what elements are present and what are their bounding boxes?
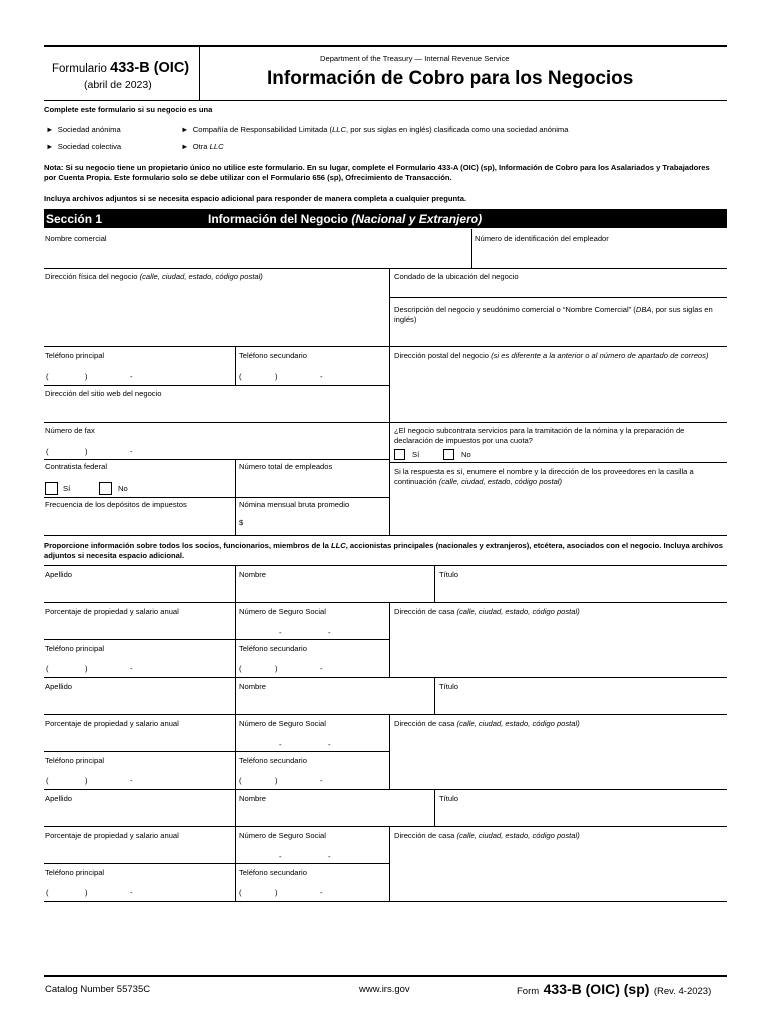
phone-dash: - xyxy=(130,776,133,785)
phone-paren-close: ) xyxy=(85,664,88,673)
section1-title xyxy=(208,212,482,226)
phone-paren-open: ( xyxy=(239,664,242,673)
owner3-first-name-field[interactable] xyxy=(239,805,429,824)
owner2-ownership-field[interactable] xyxy=(45,730,230,749)
grid-line xyxy=(235,346,236,385)
instruction-llc: LLC xyxy=(330,541,346,550)
owner3-home-address-field[interactable] xyxy=(394,843,724,899)
phone-dash: - xyxy=(130,888,133,897)
instruction-text: Proporcione información sobre todos los socios, funcionarios, miembros de la xyxy=(44,541,331,550)
owner2-ssn-label: Número de Seguro Social xyxy=(239,719,326,728)
section1-number: Sección 1 xyxy=(46,212,103,226)
option-label: Compañía de Responsabilidad Limitada ( xyxy=(192,125,333,134)
grid-line xyxy=(44,497,389,498)
owner3-primary-phone-field[interactable] xyxy=(52,886,227,898)
label-text: Dirección de casa xyxy=(394,719,457,728)
payroll-yes-label: Sí xyxy=(412,450,420,459)
label-hint: (calle, ciudad, estado, código postal) xyxy=(438,477,563,486)
label-hint: (si es diferente a la anterior o al número de apartado de correos) xyxy=(491,351,709,360)
providers-label xyxy=(394,467,724,487)
owner2-primary-phone-field[interactable] xyxy=(52,774,227,786)
owner3-home-address-label xyxy=(394,831,580,841)
grid-line xyxy=(389,268,390,535)
owner1-first-name-label: Nombre xyxy=(239,570,267,579)
owner3-last-name-label: Apellido xyxy=(45,794,73,803)
phone-dash: - xyxy=(320,372,323,381)
owner1-primary-phone-field[interactable] xyxy=(52,662,227,674)
grid-line xyxy=(44,789,727,790)
deposit-frequency-field[interactable] xyxy=(45,512,230,532)
header-bottom-rule xyxy=(44,100,727,101)
label-hint: (calle, ciudad, estado, código postal) xyxy=(456,831,580,840)
header-divider xyxy=(199,45,200,100)
owner3-last-name-field[interactable] xyxy=(45,805,230,824)
phone-paren-open: ( xyxy=(239,888,242,897)
owner1-ownership-label: Porcentaje de propiedad y salario anual xyxy=(45,607,179,616)
description-label xyxy=(394,305,719,325)
owner1-title-label: Título xyxy=(439,570,458,579)
phone-paren-open: ( xyxy=(239,776,242,785)
option-corporation xyxy=(46,125,121,135)
bullet: ► xyxy=(181,125,189,134)
grid-line xyxy=(44,639,389,640)
owner3-first-name-label: Nombre xyxy=(239,794,267,803)
ssn-dash: - xyxy=(279,852,282,861)
grid-line xyxy=(389,462,727,463)
county-field[interactable] xyxy=(394,283,724,296)
ssn-dash: - xyxy=(279,740,282,749)
footer-form-word: Form xyxy=(517,986,540,997)
option-llc: LLC xyxy=(209,142,224,151)
label-text: Dirección de casa xyxy=(394,831,457,840)
grid-line xyxy=(434,677,435,714)
county-label: Condado de la ubicación del negocio xyxy=(394,272,519,281)
phone-paren-close: ) xyxy=(275,664,278,673)
option-other-llc xyxy=(181,142,224,152)
owner3-title-label: Título xyxy=(439,794,458,803)
label-post: , por sus siglas en inglés) xyxy=(394,305,713,324)
grid-line xyxy=(44,346,727,347)
contractor-yes-label: Sí xyxy=(63,484,71,493)
owner1-first-name-field[interactable] xyxy=(239,581,429,600)
secondary-phone-label: Teléfono secundario xyxy=(239,351,307,360)
owner1-ownership-field[interactable] xyxy=(45,618,230,637)
deposit-frequency-label: Frecuencia de los depósitos de impuestos xyxy=(45,500,187,509)
grid-line xyxy=(44,459,389,460)
grid-line xyxy=(44,751,389,752)
form-prefix: Formulario xyxy=(52,63,107,75)
grid-line xyxy=(389,602,390,677)
owner1-secondary-phone-field[interactable] xyxy=(245,662,385,674)
monthly-payroll-label: Nómina mensual bruta promedio xyxy=(239,500,350,509)
phone-paren-open: ( xyxy=(46,776,49,785)
owner1-last-name-label: Apellido xyxy=(45,570,73,579)
grid-line xyxy=(44,535,727,536)
note: Nota: Si su negocio tiene un propietario único no utilice este formulario. En su lugar, complete el Formulario 433-A (OIC) (sp), Información de Cobro para los Asalariados y Trabajadores por Cuenta Propia. Este formulario solo se debe utilizar con el Formulario 656 (sp), Ofrecimiento de Transacción. xyxy=(44,163,710,182)
option-llc: LLC xyxy=(332,125,347,134)
monthly-payroll-field[interactable] xyxy=(247,514,384,532)
form-date: (abril de 2023) xyxy=(84,79,152,91)
grid-line xyxy=(44,422,727,423)
label-text: Dirección postal del negocio xyxy=(394,351,492,360)
dollar-sign: $ xyxy=(239,518,244,527)
ssn-dash: - xyxy=(328,628,331,637)
contractor-no-checkbox[interactable] xyxy=(99,482,112,495)
ssn-dash: - xyxy=(328,852,331,861)
ssn-dash: - xyxy=(279,628,282,637)
business-name-label: Nombre comercial xyxy=(45,234,107,243)
footer-form-number: 433-B (OIC) (sp) xyxy=(543,981,650,997)
fax-field[interactable] xyxy=(52,445,382,457)
physical-address-label xyxy=(45,272,263,282)
owner2-ownership-label: Porcentaje de propiedad y salario anual xyxy=(45,719,179,728)
owner3-title-field[interactable] xyxy=(439,805,724,824)
grid-line xyxy=(44,385,389,386)
grid-line xyxy=(434,789,435,826)
phone-dash: - xyxy=(130,447,133,456)
phone-paren-close: ) xyxy=(85,447,88,456)
mailing-address-label xyxy=(394,351,724,361)
owner1-title-field[interactable] xyxy=(439,581,724,600)
owner3-primary-phone-label: Teléfono principal xyxy=(45,868,105,877)
owners-instruction xyxy=(44,541,727,561)
option-label: Otra xyxy=(192,142,210,151)
owner2-home-address-field[interactable] xyxy=(394,731,724,787)
phone-paren-close: ) xyxy=(275,888,278,897)
section1-title-text: Información del Negocio xyxy=(208,212,352,226)
grid-line xyxy=(44,677,727,678)
owner3-ownership-field[interactable] xyxy=(45,842,230,861)
website-field[interactable] xyxy=(45,400,385,420)
complete-if: Complete este formulario si su negocio es una xyxy=(44,105,213,114)
business-name-field[interactable] xyxy=(45,245,465,265)
primary-phone-field[interactable] xyxy=(52,370,222,382)
phone-dash: - xyxy=(320,776,323,785)
label-text: Si la respuesta es sí, enumere el nombre y la dirección de los proveedores en la casilla a continuación xyxy=(394,467,694,486)
payroll-question: ¿El negocio subcontrata servicios para la tramitación de la nómina y la preparación de declaración de impuestos por una cuota? xyxy=(394,426,685,445)
phone-paren-close: ) xyxy=(85,776,88,785)
label-text: Dirección física del negocio xyxy=(45,272,138,281)
providers-field[interactable] xyxy=(394,490,724,533)
option-llc-corp xyxy=(181,125,568,135)
owner2-secondary-phone-field[interactable] xyxy=(245,774,385,786)
grid-line xyxy=(235,677,236,789)
secondary-phone-field[interactable] xyxy=(245,370,385,382)
owner2-last-name-label: Apellido xyxy=(45,682,73,691)
form-id xyxy=(52,60,189,76)
fax-label: Número de fax xyxy=(45,426,95,435)
option-label: Sociedad colectiva xyxy=(57,142,122,151)
department: Department of the Treasury — Internal Revenue Service xyxy=(320,54,510,63)
bullet: ► xyxy=(181,142,189,151)
owner1-primary-phone-label: Teléfono principal xyxy=(45,644,105,653)
grid-line xyxy=(235,565,236,677)
mailing-address-field[interactable] xyxy=(394,374,724,420)
federal-contractor-label: Contratista federal xyxy=(45,462,108,471)
owner1-ssn-field[interactable] xyxy=(239,618,384,637)
owner3-secondary-phone-field[interactable] xyxy=(245,886,385,898)
owner2-title-field[interactable] xyxy=(439,693,724,712)
grid-line xyxy=(389,714,390,789)
label-text: Descripción del negocio y seudónimo comercial o “Nombre Comercial” ( xyxy=(394,305,636,314)
num-employees-label: Número total de empleados xyxy=(239,462,333,471)
footer-form-id xyxy=(517,981,711,999)
grid-line xyxy=(44,602,727,603)
label-hint: (calle, ciudad, estado, código postal) xyxy=(456,607,580,616)
owner1-secondary-phone-label: Teléfono secundario xyxy=(239,644,307,653)
catalog-number: Catalog Number 55735C xyxy=(45,984,151,995)
owner3-ssn-label: Número de Seguro Social xyxy=(239,831,326,840)
label-hint: (calle, ciudad, estado, código postal) xyxy=(139,272,263,281)
form-title: Información de Cobro para los Negocios xyxy=(267,68,634,89)
owner2-title-label: Título xyxy=(439,682,458,691)
owner3-ownership-label: Porcentaje de propiedad y salario anual xyxy=(45,831,179,840)
owner2-first-name-field[interactable] xyxy=(239,693,429,712)
grid-line xyxy=(44,901,727,902)
owner2-last-name-field[interactable] xyxy=(45,693,230,712)
phone-dash: - xyxy=(320,664,323,673)
option-partnership xyxy=(46,142,121,152)
footer-rule xyxy=(44,975,727,977)
phone-paren-close: ) xyxy=(275,372,278,381)
phone-dash: - xyxy=(320,888,323,897)
description-field[interactable] xyxy=(394,327,724,345)
owner1-last-name-field[interactable] xyxy=(45,581,230,600)
bullet: ► xyxy=(46,142,54,151)
ein-field[interactable] xyxy=(475,245,725,265)
grid-line xyxy=(44,863,389,864)
phone-paren-close: ) xyxy=(85,372,88,381)
grid-line xyxy=(44,565,727,566)
owner1-ssn-label: Número de Seguro Social xyxy=(239,607,326,616)
phone-paren-open: ( xyxy=(46,664,49,673)
phone-paren-open: ( xyxy=(46,447,49,456)
phone-paren-close: ) xyxy=(275,776,278,785)
phone-paren-close: ) xyxy=(85,888,88,897)
label-hint: (calle, ciudad, estado, código postal) xyxy=(456,719,580,728)
grid-line xyxy=(389,826,390,901)
payroll-no-checkbox[interactable] xyxy=(443,449,454,460)
label-text: Dirección de casa xyxy=(394,607,457,616)
instruction-post: , accionistas principales (nacionales y extranjeros), etcétera, asociados con el negocio. Incluya archivos adjuntos si necesita espacio adicional. xyxy=(44,541,724,560)
contractor-yes-checkbox[interactable] xyxy=(45,482,58,495)
grid-line xyxy=(44,268,727,269)
owner2-first-name-label: Nombre xyxy=(239,682,267,691)
label-dba: DBA xyxy=(635,305,652,314)
grid-line xyxy=(44,714,727,715)
ein-label: Número de identificación del empleador xyxy=(475,234,609,243)
phone-dash: - xyxy=(130,372,133,381)
owner2-home-address-label xyxy=(394,719,580,729)
physical-address-field[interactable] xyxy=(45,284,385,344)
phone-paren-open: ( xyxy=(46,372,49,381)
section1-title-italic: (Nacional y Extranjero) xyxy=(351,212,483,226)
owner1-home-address-label xyxy=(394,607,580,617)
header-top-rule xyxy=(44,45,727,47)
owner2-primary-phone-label: Teléfono principal xyxy=(45,756,105,765)
owner3-ssn-field[interactable] xyxy=(239,842,384,861)
grid-line xyxy=(434,565,435,602)
grid-line xyxy=(471,229,472,268)
ssn-dash: - xyxy=(328,740,331,749)
owner1-home-address-field[interactable] xyxy=(394,619,724,675)
irs-website: www.irs.gov xyxy=(359,984,410,995)
attach-note: Incluya archivos adjuntos si se necesita espacio adicional para responder de manera completa a cualquier pregunta. xyxy=(44,194,467,203)
num-employees-field[interactable] xyxy=(239,474,384,494)
owner3-secondary-phone-label: Teléfono secundario xyxy=(239,868,307,877)
payroll-yes-checkbox[interactable] xyxy=(394,449,405,460)
grid-line xyxy=(44,826,727,827)
bullet: ► xyxy=(46,125,54,134)
website-label: Dirección del sitio web del negocio xyxy=(45,389,162,398)
phone-paren-open: ( xyxy=(46,888,49,897)
primary-phone-label: Teléfono principal xyxy=(45,351,105,360)
grid-line xyxy=(389,297,727,298)
form-number: 433-B (OIC) xyxy=(110,60,190,76)
grid-line xyxy=(235,789,236,901)
phone-paren-open: ( xyxy=(239,372,242,381)
footer-revision: (Rev. 4-2023) xyxy=(653,986,712,997)
phone-dash: - xyxy=(130,664,133,673)
owner2-secondary-phone-label: Teléfono secundario xyxy=(239,756,307,765)
option-label: Sociedad anónima xyxy=(57,125,121,134)
owner2-ssn-field[interactable] xyxy=(239,730,384,749)
option-label-post: , por sus siglas en inglés) clasificada como una sociedad anónima xyxy=(346,125,569,134)
payroll-no-label: No xyxy=(461,450,471,459)
contractor-no-label: No xyxy=(118,484,128,493)
